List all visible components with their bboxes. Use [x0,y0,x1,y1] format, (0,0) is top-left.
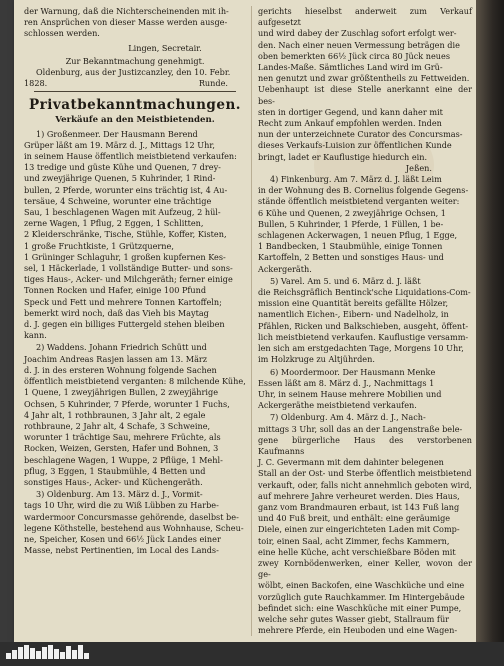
text-line: 5) Varel. Am 5. und 6. März d. J. läßt [270,275,421,286]
text-line: in der Wohnung des B. Cornelius folgende Gegens- [258,185,469,196]
text-line: namentlich Eichen-, Eibern- und Nadelholz, in [258,309,449,320]
text-line: tersäue, 4 Schweine, worunter eine trächtige [24,195,212,206]
text-line: rothbraune, 2 Jahr alt, 4 Schafe, 3 Schweine, [24,420,211,431]
text-line: Uhr, in seinem Hause mehrere Mobilien und [258,388,442,399]
text-line: nen genutzt und zwar größtentheils zu Fettweiden. [258,73,470,84]
issuer-year: 1828. [24,78,48,89]
section-subtitle: Verkäufe an den Meistbietenden. [55,115,215,126]
notice-block [24,129,246,342]
text-line: Ochsen, 5 Kuhrinder, 7 Pferde, worunter 1 Fuchs, [24,398,230,409]
text-line: Recht zum Ankauf empfohlen werden. Inden [258,118,442,129]
text-line: 2) Waddens. Johann Friedrich Schütt und [36,342,207,353]
text-line: sel, 1 Häckerlade, 1 vollständige Butter- und sons- [24,263,233,274]
text-line: 1 Quene, 1 zweyjährigen Bullen, 2 zweyjährige [24,387,219,398]
text-line: Joachim Andreas Rasjen lassen am 13. März [24,353,208,364]
text-line: öffentlich meistbietend verganten: 8 milchende Kühe, [24,376,246,387]
text-line: 1 große Fruchtkiste, 1 Grützquerne, [24,240,174,251]
text-line: welche sehr gutes Wasser giebt, Stallraum für [258,613,450,624]
text-line: bemerkt wird noch, daß das Vieh bis Maytag [24,307,209,318]
text-line: gerichts hieselbst anderweit zum Verkauf aufgesetzt [258,6,472,28]
text-line: ganz vom Brandmauren erbaut, ist 143 Fuß lang [258,501,460,512]
text-line: sten in dortiger Gegend, und kann daher mit [258,106,443,117]
right-continuation [258,6,472,163]
text-line: Pfählen, Ricken und Balkschieben, ausgeht, öffent- [258,320,469,331]
text-line: gene bürgerliche Haus des verstorbenen Kaufmanns [258,434,472,456]
text-line: den. Nach einer neuen Vermessung beträgen die [258,39,460,50]
text-line: 6 Kühe und Quenen, 2 zweyjährige Ochsen, 1 [258,207,446,218]
text-line: Landes-Maße. Sämtliches Land wird im Grü- [258,62,443,73]
text-line: 4 Jahr alt, 1 rothbraunen, 3 Jahr alt, 2 egale [24,409,206,420]
notice-block [24,342,246,488]
text-line: stände öffentlich meistbietend verganten weiter: [258,196,460,207]
text-line: 1) Großenmeer. Der Hausmann Berend [36,128,198,139]
right-column [258,6,472,637]
text-line: 1 Grüninger Schlaguhr, 1 großen kupfernen Kes- [24,251,226,262]
text-line: 3) Oldenburg. Am 13. März d. J., Vormit- [36,489,203,500]
secretary-signature: Lingen, Secretair. [128,42,202,53]
text-line: legene Köthstelle, bestehend aus Wohnhause, Scheu- [24,522,244,533]
left-column [24,6,246,557]
text-line: zwey Kornbödenwerken, einer Keller, wovon der ge- [258,557,472,580]
notice-block [258,174,472,275]
text-line: 4) Finkenburg. Am 7. März d. J. läßt Leim [270,174,442,185]
text-line: Ackergeräthe meistbietend verkaufen. [258,400,417,411]
text-line: pflug, 3 Eggen, 1 Staubmühle, 4 Betten und [24,465,206,476]
section-title: Privatbekanntmachungen. [29,97,241,114]
text-line: J. C. Gevermann mit dem dahinter belegenen [258,457,444,468]
text-line: befindet sich: eine Waschküche mit einer Pumpe, [258,602,462,613]
text-line: mehrere Pferde, ein Heuboden und eine Wagen- [258,625,458,636]
text-line: und wird dabey der Zuschlag sofort erfolgt wer- [258,28,457,39]
text-line: schlossen werden. [24,28,100,39]
left-continuation [24,6,246,40]
text-line: Kartoffeln, 2 Betten und sonstiges Haus- und [258,252,444,263]
text-line: der Warnung, daß die Nichterscheinenden mit ih- [24,6,229,16]
section-rule [34,91,236,92]
text-line: die Reichsgräflich Bentinck'sche Liquidations-Com- [258,287,471,298]
text-line: bullen, 2 Pferde, worunter eins trächtig ist, 4 Au- [24,184,228,195]
issuer-line-2 [24,78,246,89]
issuer-signature: Runde. [198,78,228,89]
notice-block [258,412,472,636]
text-line: Ackergeräth. [258,263,312,274]
text-line: beschlagene Wagen, 1 Wuppe, 2 Pflüge, 1 Mehl- [24,454,223,465]
text-line: 6) Moordermoor. Der Hausmann Menke [270,366,436,377]
column-divider [251,6,252,636]
library-digitization-logo-icon [6,645,90,659]
text-line: schlagenen Ackerwagen, 1 neuen Pflug, 1 Egge, [258,230,458,241]
text-line: dieses Verkaufs-Luision zur öffentlichen Kunde [258,140,452,151]
text-line: in seinem Hause öffentlich meistbietend verkaufen: [24,151,237,162]
text-line: Essen läßt am 8. März d. J., Nachmittags 1 [258,377,435,388]
text-line: im Holzkruge zu Altjührden. [258,354,375,365]
notice-block [258,367,472,412]
text-line: kann. [24,330,47,341]
text-line: Speck und Fett und mehrere Tonnen Kartoffeln; [24,296,222,307]
text-line: 7) Oldenburg. Am 4. März d. J., Nach- [270,412,426,423]
text-line: vorzüglich gute Rauchkammer. Im Hintergebäude [258,591,465,602]
book-spine [476,0,504,642]
text-line: tags 10 Uhr, wird die zu Wiß Lübben zu Harbe- [24,500,219,511]
text-line: 2 Kleiderschränke, Tische, Stühle, Koffer, Kisten, [24,229,227,240]
text-line: Stall an der Ost- und Sterbe öffentlich meistbietend [258,468,472,479]
text-line: bringt, ladet er Kauflustige hiedurch ein. [258,151,428,162]
text-line: ne, Speicher, Kosen und 66½ Jück Landes einer [24,533,221,544]
text-line: Uebenhaupt ist diese Stelle anerkannt eine der bes- [258,84,472,106]
text-line: 13 tredige und güste Kühe und Quenen, 7 drey- [24,162,221,173]
text-line: sonstiges Haus-, Acker- und Küchengeräth. [24,476,203,487]
newspaper-page [14,0,476,642]
text-line: toir, einen Saal, acht Zimmer, fechs Kammern, [258,535,450,546]
text-line: eine helle Küche, acht verschießbare Böden mit [258,546,456,557]
text-line: zerne Wagen, 1 Pflug, 2 Eggen, 1 Schlitten, [24,218,204,229]
viewer-footer [0,642,504,666]
right-notices [258,174,472,636]
text-line: verkauft, oder, falls nicht annehmlich geboten wird, [258,479,472,490]
text-line: tiges Haus-, Acker- und Milchgeräth; ferner einige [24,274,233,285]
text-line: len sich am erstgedachten Tage, Morgens 10 Uhr, [258,343,464,354]
notice-block [258,276,472,366]
text-line: oben bemerkten 66½ Jück circa 80 Jück neues [258,50,451,61]
text-line: auf mehrere Jahre verheuret werden. Dies Haus, [258,490,460,501]
text-line: und 40 Fuß breit, und enthält: eine geräumige [258,513,451,524]
text-line: Tonnen Rocken und Hafer, einige 100 Pfund [24,285,207,296]
text-line: ren Ansprüchen von dieser Masse werden ausge- [24,17,228,28]
text-line: Grüper läßt am 19. März d. J., Mittags 12 Uhr, [24,139,215,150]
text-line: Masse, nebst Pertinentien, im Local des Lands- [24,545,219,556]
text-line: Rocken, Weizen, Gersten, Hafer und Bohnen, 3 [24,443,219,454]
text-line: mission eine Quantität bereits gefällte Hölzer, [258,298,449,309]
left-notices [24,129,246,557]
text-line: Sau, 1 beschlagenen Wagen mit Aufzeug, 2 hül- [24,207,221,218]
text-line: 1 Bandbecken, 1 Staubmühle, einige Tonnen [258,241,443,252]
text-line: mittags 3 Uhr, soll das an der Langenstraße bele- [258,423,463,434]
text-line: worunter 1 trächtige Sau, mehrere Früchte, als [24,432,221,443]
text-line: Diele, einen zur eingerichteten Laden mit Comp- [258,524,460,535]
text-line: d. J. gegen ein billiges Futtergeld stehen bleiben [24,319,225,330]
approval-line: Zur Bekanntmachung genehmigt. [65,55,205,66]
notice-block [24,489,246,556]
text-line: Bullen, 5 Kuhrinder, 1 Pferde, 1 Füllen, 1 be- [258,218,444,229]
text-line: nun der unterzeichnete Curator des Concursmas- [258,129,463,140]
text-line: wardermoor Concursmasse gehörende, daselbst be- [24,511,239,522]
text-line: d. J. in des ersteren Wohnung folgende Sachen [24,364,217,375]
text-line: lich meistbietend verkaufen. Kauflustige versamm- [258,331,469,342]
issuer-line: Oldenburg, aus der Justizcanzley, den 10. Febr. [36,67,231,78]
text-line: wölbt, einen Backofen, eine Waschküche und eine [258,580,465,591]
curator-signature: Jeßen. [405,162,432,173]
text-line: und zweyjährige Quenen, 5 Kuhrinder, 1 Rind- [24,173,216,184]
